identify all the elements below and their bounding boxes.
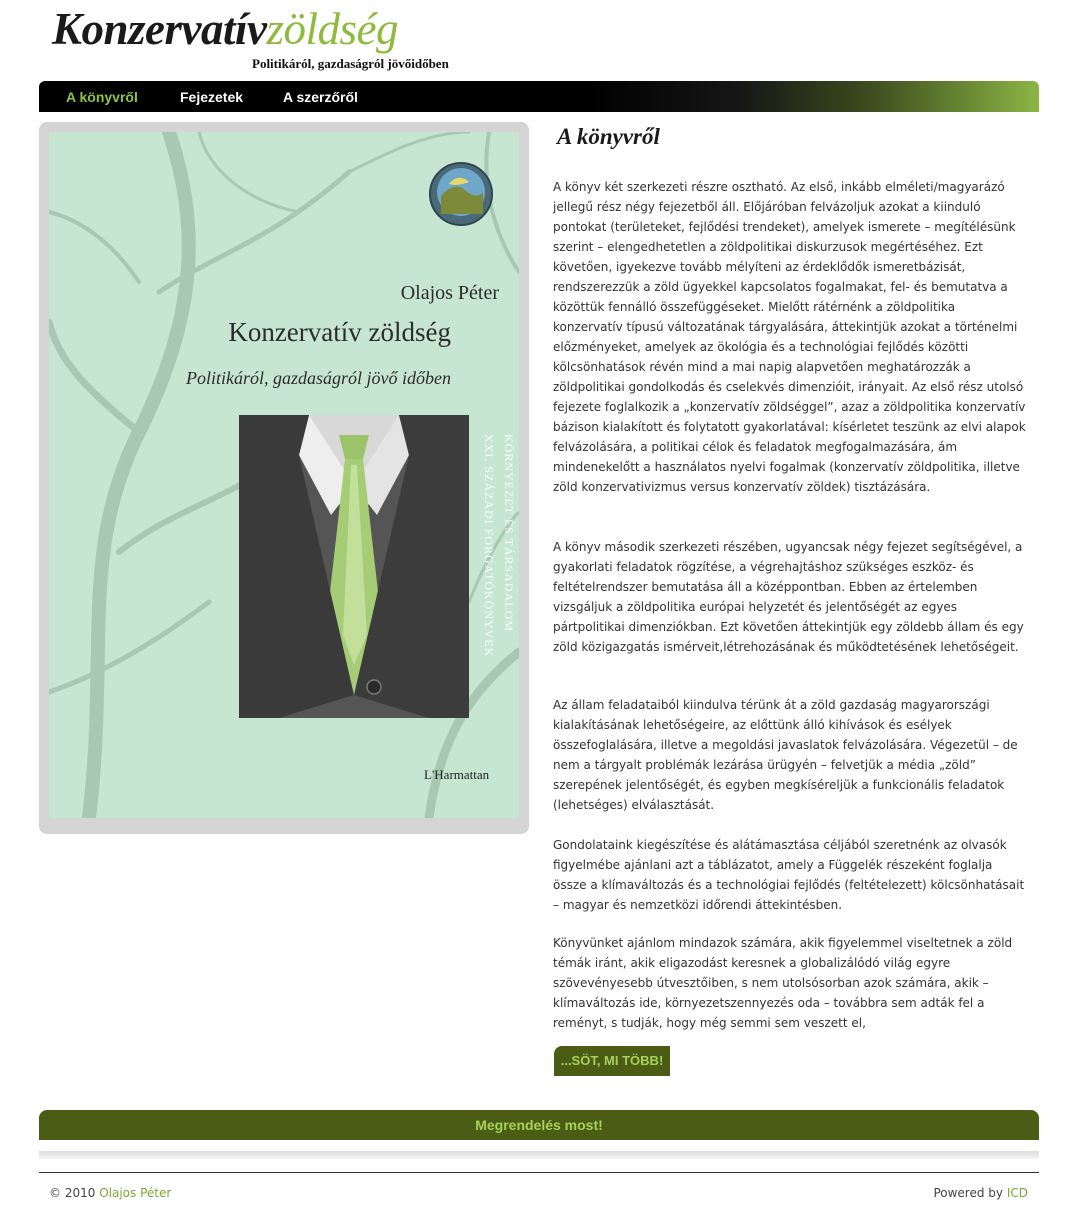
- logo-text: [52, 4, 398, 54]
- body-paragraph: A könyv két szerkezeti részre osztható. Az első, inkább elméleti/magyarázó jellegű rész négy fejezetből áll. Előjáróban felvázoljuk azokat a kiinduló pontokat (területeket, fejlődési trendeket), amelyek ismerete – megítélésünk szerint – elengedhetetlen a zöldpolitikai diskurzusok megértéséhez. Ezt követően, igyekezve tovább mélyíteni az érdeklődők ismeretbázisát, rendszerezzük a zöld ügyekkel kapcsolatos fogalmakat, fel- és bemutatva a közöttük fennálló összefüggéseket. Mielőtt rátérnénk a zöldpolitika konzervatív típusú változatának tárgyalására, áttekintjük azokat a történelmi előzményeket, amelyek az ökológia és a technológiai fejlődés közötti kölcsönhatások révén mind a mai napig alapvetően meghatározzák a zöldpolitikai gondolkodás és cselekvés dimenzióit, irányait. Az első rész utolsó fejezete foglalkozik a „konzervatív zöldséggel”, azaz a zöldpolitika konzervatív bázison kialakított és folytatott gyakorlatával: kísérletet teszünk az elvi alapok felvázolására, a politikai célok és feladatok megfogalmazására, ám mindenekelőtt a használatos nyelvi fogalmak (konzervatív zöldpolitika, illetve zöld konzervativizmus versus konzervatív zöldek) tisztázására.: [553, 180, 1026, 494]
- logo-part-green: zöldség: [266, 4, 398, 54]
- cover-subtitle: Politikáról, gazdaságról jövő időben: [186, 368, 451, 388]
- footer-powered-by: [933, 1186, 1028, 1200]
- order-now-button[interactable]: Megrendelés most!: [39, 1110, 1039, 1140]
- cover-series-line1: KÖRNYEZET ÉS TÁRSADALOM: [502, 434, 516, 632]
- footer-shadow-divider: [39, 1151, 1039, 1159]
- page-title: A könyvről: [557, 124, 660, 149]
- cover-publisher: L'Harmattan: [424, 767, 490, 782]
- footer-icd-link[interactable]: ICD: [1006, 1186, 1028, 1200]
- main-navigation: [39, 81, 1039, 112]
- body-paragraph: Az állam feladataiból kiindulva térünk át a zöld gazdaság magyarországi kialakításának lehetőségeire, az előttünk álló kihívások és esélyek összefoglalására, illetve a megoldási javaslatok felvázolására. Végezetül – de nem a tárgyalt problémák lezárása ürügyén – felvetjük a média „zöld” szerepének jelentőségét, és egyben megkíséreljük a funkcionális feladatok (lehetséges) elválasztását.: [553, 698, 1018, 812]
- copyright-text: © 2010: [49, 1186, 96, 1200]
- book-cover-image: [49, 132, 519, 818]
- footer-author-link[interactable]: Olajos Péter: [99, 1186, 172, 1200]
- footer-divider: [39, 1172, 1039, 1173]
- body-paragraph: Gondolataink kiegészítése és alátámasztása céljából szeretnénk az olvasók figyelmébe ajánlani azt a táblázatot, amely a Függelék részeként foglalja össze a klímaváltozás és a technológiai fejlődés (feltételezett) kölcsönhatásait – magyar és nemzetközi időrendi áttekintésben.: [553, 838, 1025, 912]
- site-logo[interactable]: [52, 4, 449, 71]
- cover-series-text: [473, 434, 519, 734]
- nav-item-about-author[interactable]: A szerzőről: [283, 89, 358, 105]
- site-tagline: Politikáról, gazdaságról jövőidőben: [252, 56, 449, 71]
- cover-suit-tie-photo-icon: [239, 415, 469, 718]
- body-paragraph: Könyvünket ajánlom mindazok számára, akik figyelemmel viseltetnek a zöld témák iránt, akik eligazodást keresnek a globalizálódó világ egyre szövevényesebb útvesztőiben, s nem utolsósorban azok számára, akik – klímaváltozás ide, környezetszennyezés oda – továbbra sem adták fel a reményt, s tudják, hogy még semmi sem veszett el,: [553, 936, 1013, 1030]
- nav-item-about-book[interactable]: A könyvről: [66, 89, 138, 105]
- logo-part-dark: Konzervatív: [52, 4, 267, 54]
- cover-series-line2: XXI. SZÁZADI FORGATÓKÖNYVEK: [482, 434, 496, 658]
- cover-globe-emblem-icon: [429, 162, 493, 226]
- footer-copyright: [49, 1186, 171, 1200]
- read-more-button[interactable]: ...SÖT, MI TÖBB!: [554, 1046, 670, 1076]
- powered-by-text: Powered by: [933, 1186, 1003, 1200]
- body-paragraph: A könyv második szerkezeti részében, ugyancsak négy fejezet segítségével, a gyakorlati feladatok rögzítése, a végrehajtáshoz szükséges eszköz- és feltételrendszer bemutatása áll a középpontban. Ebben az értelemben vizsgáljuk a zöldpolitika európai helyzetét és jelentőségét az egyes pártpolitikai dimenziókban. Ezt követően áttekintjük egy zöldebb állam és egy zöld közigazgatás ismérveit,létrehozásának és működtetésének lehetőségeit.: [553, 540, 1024, 654]
- cover-title: Konzervatív zöldség: [228, 317, 451, 347]
- nav-item-chapters[interactable]: Fejezetek: [180, 89, 244, 105]
- cover-author: Olajos Péter: [400, 282, 499, 304]
